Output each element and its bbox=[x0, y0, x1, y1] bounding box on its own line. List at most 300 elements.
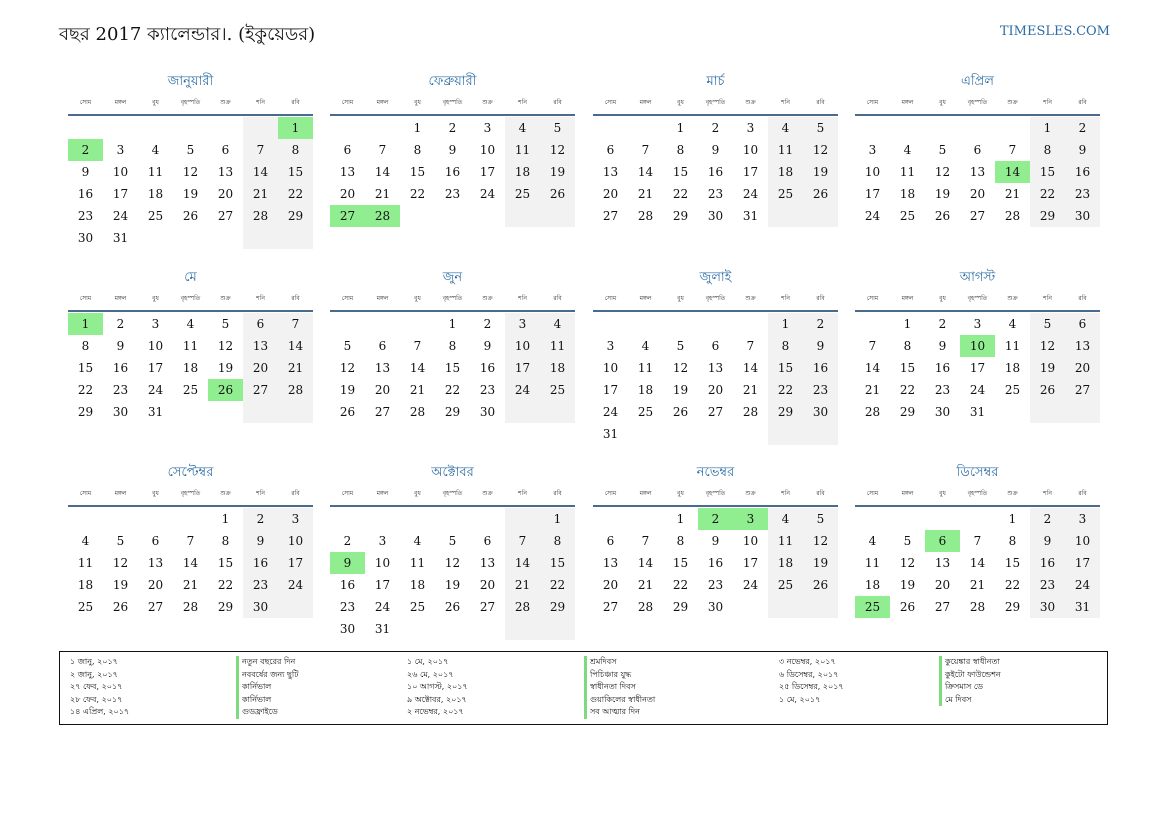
day-cell: 22 bbox=[77, 383, 94, 397]
day-cell: 14 bbox=[864, 361, 881, 375]
empty-day-cell bbox=[628, 117, 663, 139]
legend-holiday-date: ২৫ ডিসেম্বর, ২০১৭ bbox=[779, 682, 844, 691]
day-cell: 28 bbox=[742, 405, 759, 419]
day-cell: 5 bbox=[676, 339, 685, 353]
weekday-label: মঙ্গল bbox=[114, 295, 127, 302]
weekday-label: শুক্র bbox=[220, 295, 231, 302]
day-cell: 20 bbox=[934, 578, 951, 592]
day-cell: 2 bbox=[116, 317, 125, 331]
day-cell: 30 bbox=[1065, 205, 1100, 227]
weekday-header bbox=[68, 92, 313, 116]
month-name: জুন bbox=[442, 270, 463, 285]
day-cell: 5 bbox=[903, 534, 912, 548]
weekday-header bbox=[855, 483, 1100, 507]
empty-day-cell bbox=[890, 117, 925, 139]
weekday-label: সোম bbox=[79, 295, 92, 302]
month-name: ডিসেম্বর bbox=[956, 465, 999, 480]
empty-day-cell bbox=[1065, 401, 1100, 423]
day-cell: 10 bbox=[479, 143, 496, 157]
day-cell: 14 bbox=[742, 361, 759, 375]
empty-day-cell bbox=[995, 117, 1030, 139]
empty-day-cell bbox=[925, 508, 960, 530]
day-cell: 21 bbox=[374, 187, 391, 201]
weekday-label: সোম bbox=[604, 99, 617, 106]
day-cell: 11 bbox=[540, 335, 575, 357]
weekday-label: শনি bbox=[518, 295, 527, 302]
day-cell: 27 bbox=[1065, 379, 1100, 401]
weekday-label: শুক্র bbox=[482, 295, 493, 302]
day-cell: 26 bbox=[444, 600, 461, 614]
day-cell: 17 bbox=[864, 187, 881, 201]
day-cell: 3 bbox=[151, 317, 160, 331]
day-cell: 14 bbox=[637, 165, 654, 179]
day-cell: 1 bbox=[221, 512, 230, 526]
day-cell: 29 bbox=[444, 405, 461, 419]
day-cell: 14 bbox=[182, 556, 199, 570]
day-cell: 18 bbox=[409, 578, 426, 592]
weekday-label: শনি bbox=[781, 490, 790, 497]
day-cell: 24 bbox=[374, 600, 391, 614]
day-cell: 21 bbox=[637, 578, 654, 592]
day-cell: 27 bbox=[243, 379, 278, 401]
legend-holiday-date: ৩ নভেম্বর, ২০১৭ bbox=[779, 657, 836, 666]
day-grid bbox=[68, 117, 313, 249]
day-cell: 29 bbox=[899, 405, 916, 419]
day-cell: 16 bbox=[77, 187, 94, 201]
day-cell: 8 bbox=[448, 339, 457, 353]
day-cell: 29 bbox=[1004, 600, 1021, 614]
day-cell: 25 bbox=[768, 574, 803, 596]
weekday-label: বৃহস্পতি bbox=[442, 99, 463, 106]
day-cell: 24 bbox=[742, 578, 759, 592]
day-cell: 31 bbox=[147, 405, 164, 419]
day-cell: 14 bbox=[278, 335, 313, 357]
day-cell: 5 bbox=[221, 317, 230, 331]
holiday-day-cell: 6 bbox=[925, 530, 960, 552]
day-cell: 28 bbox=[409, 405, 426, 419]
weekday-label: বৃহস্পতি bbox=[967, 295, 988, 302]
day-cell: 23 bbox=[1030, 574, 1065, 596]
day-cell: 4 bbox=[903, 143, 912, 157]
weekday-label: মঙ্গল bbox=[639, 99, 652, 106]
day-cell: 6 bbox=[711, 339, 720, 353]
day-grid bbox=[855, 313, 1100, 423]
empty-day-cell bbox=[855, 508, 890, 530]
day-cell: 3 bbox=[116, 143, 125, 157]
weekday-label: সোম bbox=[79, 99, 92, 106]
day-cell: 16 bbox=[243, 552, 278, 574]
weekday-label: বুধ bbox=[939, 99, 946, 106]
day-cell: 27 bbox=[602, 600, 619, 614]
day-cell: 17 bbox=[147, 361, 164, 375]
day-cell: 10 bbox=[742, 534, 759, 548]
empty-day-cell bbox=[470, 508, 505, 530]
empty-day-cell bbox=[243, 227, 278, 249]
day-cell: 11 bbox=[637, 361, 654, 375]
day-cell: 11 bbox=[864, 556, 881, 570]
day-cell: 26 bbox=[803, 574, 838, 596]
empty-day-cell bbox=[243, 401, 278, 423]
day-cell: 28 bbox=[969, 600, 986, 614]
day-cell: 9 bbox=[803, 335, 838, 357]
legend-holiday-name: মে দিবস bbox=[939, 694, 1001, 707]
legend-names-1 bbox=[236, 656, 299, 719]
month-name: এপ্রিল bbox=[961, 74, 994, 89]
weekday-label: শনি bbox=[781, 99, 790, 106]
empty-day-cell bbox=[960, 117, 995, 139]
holiday-legend bbox=[59, 651, 1108, 725]
weekday-label: শনি bbox=[518, 99, 527, 106]
day-cell: 6 bbox=[243, 313, 278, 335]
day-cell: 9 bbox=[81, 165, 90, 179]
day-cell: 15 bbox=[672, 165, 689, 179]
day-cell: 16 bbox=[1065, 161, 1100, 183]
empty-day-cell bbox=[400, 508, 435, 530]
day-cell: 5 bbox=[803, 508, 838, 530]
month-calendar bbox=[330, 268, 575, 423]
day-cell: 7 bbox=[505, 530, 540, 552]
weekday-label: বুধ bbox=[677, 99, 684, 106]
day-cell: 24 bbox=[969, 383, 986, 397]
month-calendar bbox=[593, 463, 838, 618]
empty-day-cell bbox=[435, 618, 470, 640]
day-cell: 8 bbox=[768, 335, 803, 357]
day-cell: 31 bbox=[112, 231, 129, 245]
day-cell: 3 bbox=[868, 143, 877, 157]
day-cell: 18 bbox=[1004, 361, 1021, 375]
day-cell: 19 bbox=[540, 161, 575, 183]
day-cell: 20 bbox=[217, 187, 234, 201]
day-cell: 9 bbox=[938, 339, 947, 353]
month-name: নভেম্বর bbox=[696, 465, 735, 480]
day-cell: 15 bbox=[278, 161, 313, 183]
day-cell: 27 bbox=[934, 600, 951, 614]
holiday-day-cell: 2 bbox=[698, 508, 733, 530]
day-cell: 16 bbox=[444, 165, 461, 179]
day-cell: 13 bbox=[969, 165, 986, 179]
holiday-day-cell: 9 bbox=[330, 552, 365, 574]
day-cell: 29 bbox=[1030, 205, 1065, 227]
day-cell: 30 bbox=[934, 405, 951, 419]
day-cell: 4 bbox=[151, 143, 160, 157]
weekday-label: বৃহস্পতি bbox=[705, 295, 726, 302]
day-grid bbox=[593, 313, 838, 445]
legend-dates-2 bbox=[407, 656, 468, 719]
weekday-label: সোম bbox=[866, 99, 879, 106]
legend-holiday-date: ১৪ এপ্রিল, ২০১৭ bbox=[70, 707, 130, 716]
day-cell: 24 bbox=[864, 209, 881, 223]
day-cell: 1 bbox=[448, 317, 457, 331]
day-cell: 26 bbox=[112, 600, 129, 614]
weekday-label: মঙ্গল bbox=[901, 99, 914, 106]
day-cell: 30 bbox=[707, 209, 724, 223]
day-cell: 15 bbox=[1030, 161, 1065, 183]
month-calendar bbox=[855, 268, 1100, 423]
weekday-label: রবি bbox=[553, 295, 562, 302]
weekday-label: সোম bbox=[341, 295, 354, 302]
empty-day-cell bbox=[505, 401, 540, 423]
day-cell: 31 bbox=[742, 209, 759, 223]
day-cell: 7 bbox=[641, 143, 650, 157]
day-cell: 1 bbox=[1008, 512, 1017, 526]
day-cell: 10 bbox=[374, 556, 391, 570]
weekday-label: বুধ bbox=[414, 99, 421, 106]
day-cell: 31 bbox=[374, 622, 391, 636]
empty-day-cell bbox=[470, 205, 505, 227]
empty-day-cell bbox=[628, 508, 663, 530]
legend-holiday-name: কুয়েঙ্কার স্বাধীনতা bbox=[939, 656, 1001, 669]
month-calendar bbox=[68, 72, 313, 249]
weekday-header bbox=[330, 288, 575, 312]
empty-day-cell bbox=[593, 117, 628, 139]
weekday-label: শুক্র bbox=[1007, 99, 1018, 106]
day-cell: 13 bbox=[479, 556, 496, 570]
day-cell: 17 bbox=[969, 361, 986, 375]
day-cell: 7 bbox=[746, 339, 755, 353]
holiday-day-cell: 1 bbox=[278, 117, 313, 139]
day-cell: 6 bbox=[343, 143, 352, 157]
day-cell: 13 bbox=[602, 165, 619, 179]
weekday-label: বৃহস্পতি bbox=[967, 490, 988, 497]
day-cell: 13 bbox=[339, 165, 356, 179]
empty-day-cell bbox=[278, 227, 313, 249]
day-cell: 20 bbox=[479, 578, 496, 592]
day-cell: 13 bbox=[934, 556, 951, 570]
day-cell: 6 bbox=[151, 534, 160, 548]
weekday-label: মঙ্গল bbox=[901, 490, 914, 497]
month-name: আগস্ট bbox=[959, 270, 996, 285]
day-cell: 19 bbox=[444, 578, 461, 592]
day-cell: 30 bbox=[77, 231, 94, 245]
day-cell: 16 bbox=[707, 165, 724, 179]
day-cell: 7 bbox=[1008, 143, 1017, 157]
day-cell: 18 bbox=[77, 578, 94, 592]
site-link[interactable]: TIMESLES.COM bbox=[999, 24, 1110, 39]
day-cell: 13 bbox=[707, 361, 724, 375]
day-grid bbox=[593, 117, 838, 227]
weekday-label: সোম bbox=[604, 490, 617, 497]
day-cell: 22 bbox=[217, 578, 234, 592]
day-cell: 9 bbox=[711, 143, 720, 157]
day-cell: 9 bbox=[243, 530, 278, 552]
legend-holiday-name: কার্নিভাল bbox=[236, 681, 299, 694]
weekday-label: শনি bbox=[1043, 99, 1052, 106]
weekday-header bbox=[593, 92, 838, 116]
empty-day-cell bbox=[593, 508, 628, 530]
day-cell: 18 bbox=[505, 161, 540, 183]
day-cell: 14 bbox=[409, 361, 426, 375]
day-cell: 25 bbox=[77, 600, 94, 614]
empty-day-cell bbox=[435, 205, 470, 227]
legend-names-2 bbox=[584, 656, 655, 719]
weekday-label: বৃহস্পতি bbox=[180, 99, 201, 106]
day-cell: 21 bbox=[409, 383, 426, 397]
weekday-label: শুক্র bbox=[745, 490, 756, 497]
day-cell: 12 bbox=[217, 339, 234, 353]
legend-holiday-date: ২৭ ফেব, ২০১৭ bbox=[70, 682, 123, 691]
day-cell: 22 bbox=[278, 183, 313, 205]
holiday-day-cell: 27 bbox=[330, 205, 365, 227]
day-cell: 8 bbox=[81, 339, 90, 353]
day-grid bbox=[330, 313, 575, 423]
day-cell: 24 bbox=[278, 574, 313, 596]
day-cell: 28 bbox=[505, 596, 540, 618]
day-cell: 3 bbox=[483, 121, 492, 135]
empty-day-cell bbox=[173, 401, 208, 423]
day-cell: 13 bbox=[374, 361, 391, 375]
day-cell: 6 bbox=[378, 339, 387, 353]
day-cell: 10 bbox=[112, 165, 129, 179]
day-cell: 17 bbox=[505, 357, 540, 379]
day-cell: 29 bbox=[540, 596, 575, 618]
day-cell: 15 bbox=[899, 361, 916, 375]
empty-day-cell bbox=[173, 117, 208, 139]
day-cell: 10 bbox=[1065, 530, 1100, 552]
day-cell: 20 bbox=[243, 357, 278, 379]
day-cell: 2 bbox=[483, 317, 492, 331]
weekday-label: রবি bbox=[816, 490, 825, 497]
weekday-label: শুক্র bbox=[745, 295, 756, 302]
day-cell: 29 bbox=[278, 205, 313, 227]
day-cell: 1 bbox=[676, 121, 685, 135]
weekday-label: বুধ bbox=[939, 295, 946, 302]
day-cell: 24 bbox=[112, 209, 129, 223]
day-cell: 12 bbox=[803, 530, 838, 552]
empty-day-cell bbox=[698, 423, 733, 445]
day-cell: 25 bbox=[505, 183, 540, 205]
weekday-label: রবি bbox=[291, 99, 300, 106]
day-cell: 23 bbox=[707, 187, 724, 201]
day-cell: 27 bbox=[602, 209, 619, 223]
day-cell: 23 bbox=[707, 578, 724, 592]
day-cell: 24 bbox=[742, 187, 759, 201]
empty-day-cell bbox=[138, 117, 173, 139]
weekday-label: শুক্র bbox=[1007, 295, 1018, 302]
empty-day-cell bbox=[663, 313, 698, 335]
day-cell: 8 bbox=[676, 143, 685, 157]
day-cell: 3 bbox=[378, 534, 387, 548]
day-cell: 12 bbox=[803, 139, 838, 161]
day-grid bbox=[593, 508, 838, 618]
day-grid bbox=[68, 508, 313, 618]
page-title: বছর 2017 ক্যালেন্ডার।. (ইকুয়েডর) bbox=[59, 24, 316, 45]
day-cell: 3 bbox=[505, 313, 540, 335]
day-cell: 4 bbox=[186, 317, 195, 331]
empty-day-cell bbox=[768, 423, 803, 445]
weekday-label: সোম bbox=[79, 490, 92, 497]
day-cell: 27 bbox=[374, 405, 391, 419]
day-cell: 22 bbox=[540, 574, 575, 596]
empty-day-cell bbox=[803, 423, 838, 445]
day-cell: 20 bbox=[374, 383, 391, 397]
day-cell: 15 bbox=[768, 357, 803, 379]
empty-day-cell bbox=[435, 508, 470, 530]
day-cell: 22 bbox=[1030, 183, 1065, 205]
empty-day-cell bbox=[593, 313, 628, 335]
day-cell: 2 bbox=[1030, 508, 1065, 530]
day-cell: 10 bbox=[147, 339, 164, 353]
month-calendar bbox=[855, 72, 1100, 227]
weekday-label: শুক্র bbox=[1007, 490, 1018, 497]
day-cell: 21 bbox=[505, 574, 540, 596]
weekday-label: বৃহস্পতি bbox=[705, 99, 726, 106]
day-cell: 18 bbox=[768, 552, 803, 574]
month-calendar bbox=[593, 268, 838, 445]
empty-day-cell bbox=[855, 313, 890, 335]
empty-day-cell bbox=[540, 618, 575, 640]
weekday-label: বুধ bbox=[414, 490, 421, 497]
day-cell: 9 bbox=[1065, 139, 1100, 161]
month-calendar bbox=[68, 463, 313, 618]
day-cell: 17 bbox=[1065, 552, 1100, 574]
day-cell: 19 bbox=[803, 161, 838, 183]
empty-day-cell bbox=[365, 313, 400, 335]
day-cell: 29 bbox=[672, 209, 689, 223]
empty-day-cell bbox=[330, 508, 365, 530]
day-cell: 26 bbox=[540, 183, 575, 205]
day-cell: 5 bbox=[540, 117, 575, 139]
weekday-label: শনি bbox=[256, 490, 265, 497]
empty-day-cell bbox=[540, 205, 575, 227]
empty-day-cell bbox=[208, 401, 243, 423]
day-cell: 15 bbox=[1004, 556, 1021, 570]
empty-day-cell bbox=[470, 618, 505, 640]
day-cell: 19 bbox=[217, 361, 234, 375]
weekday-label: বৃহস্পতি bbox=[180, 295, 201, 302]
legend-holiday-name: গুয়াকিলের স্বাধীনতা bbox=[584, 694, 655, 707]
day-cell: 6 bbox=[606, 534, 615, 548]
day-cell: 29 bbox=[77, 405, 94, 419]
day-cell: 18 bbox=[768, 161, 803, 183]
empty-day-cell bbox=[803, 205, 838, 227]
day-cell: 23 bbox=[479, 383, 496, 397]
legend-holiday-name: স্বাধীনতা দিবস bbox=[584, 681, 655, 694]
day-cell: 30 bbox=[479, 405, 496, 419]
month-name: জুলাই bbox=[699, 270, 732, 285]
day-cell: 23 bbox=[444, 187, 461, 201]
day-cell: 1 bbox=[903, 317, 912, 331]
day-cell: 7 bbox=[973, 534, 982, 548]
day-cell: 6 bbox=[221, 143, 230, 157]
day-cell: 17 bbox=[742, 165, 759, 179]
day-cell: 7 bbox=[243, 139, 278, 161]
day-cell: 3 bbox=[1065, 508, 1100, 530]
day-cell: 30 bbox=[1030, 596, 1065, 618]
day-cell: 22 bbox=[444, 383, 461, 397]
legend-holiday-date: ১ মে, ২০১৭ bbox=[407, 657, 449, 666]
month-name: মে bbox=[184, 270, 197, 285]
day-cell: 21 bbox=[864, 383, 881, 397]
day-cell: 3 bbox=[973, 317, 982, 331]
day-cell: 31 bbox=[969, 405, 986, 419]
day-cell: 20 bbox=[1065, 357, 1100, 379]
holiday-day-cell: 3 bbox=[733, 508, 768, 530]
day-cell: 20 bbox=[707, 383, 724, 397]
day-cell: 4 bbox=[868, 534, 877, 548]
month-calendar bbox=[593, 72, 838, 227]
day-cell: 25 bbox=[899, 209, 916, 223]
day-cell: 5 bbox=[116, 534, 125, 548]
day-cell: 13 bbox=[1065, 335, 1100, 357]
legend-holiday-date: ১ মে, ২০১৭ bbox=[779, 694, 821, 704]
weekday-label: বৃহস্পতি bbox=[442, 490, 463, 497]
empty-day-cell bbox=[925, 117, 960, 139]
day-cell: 18 bbox=[182, 361, 199, 375]
day-cell: 4 bbox=[768, 117, 803, 139]
weekday-label: সোম bbox=[604, 295, 617, 302]
day-cell: 9 bbox=[483, 339, 492, 353]
day-cell: 25 bbox=[637, 405, 654, 419]
